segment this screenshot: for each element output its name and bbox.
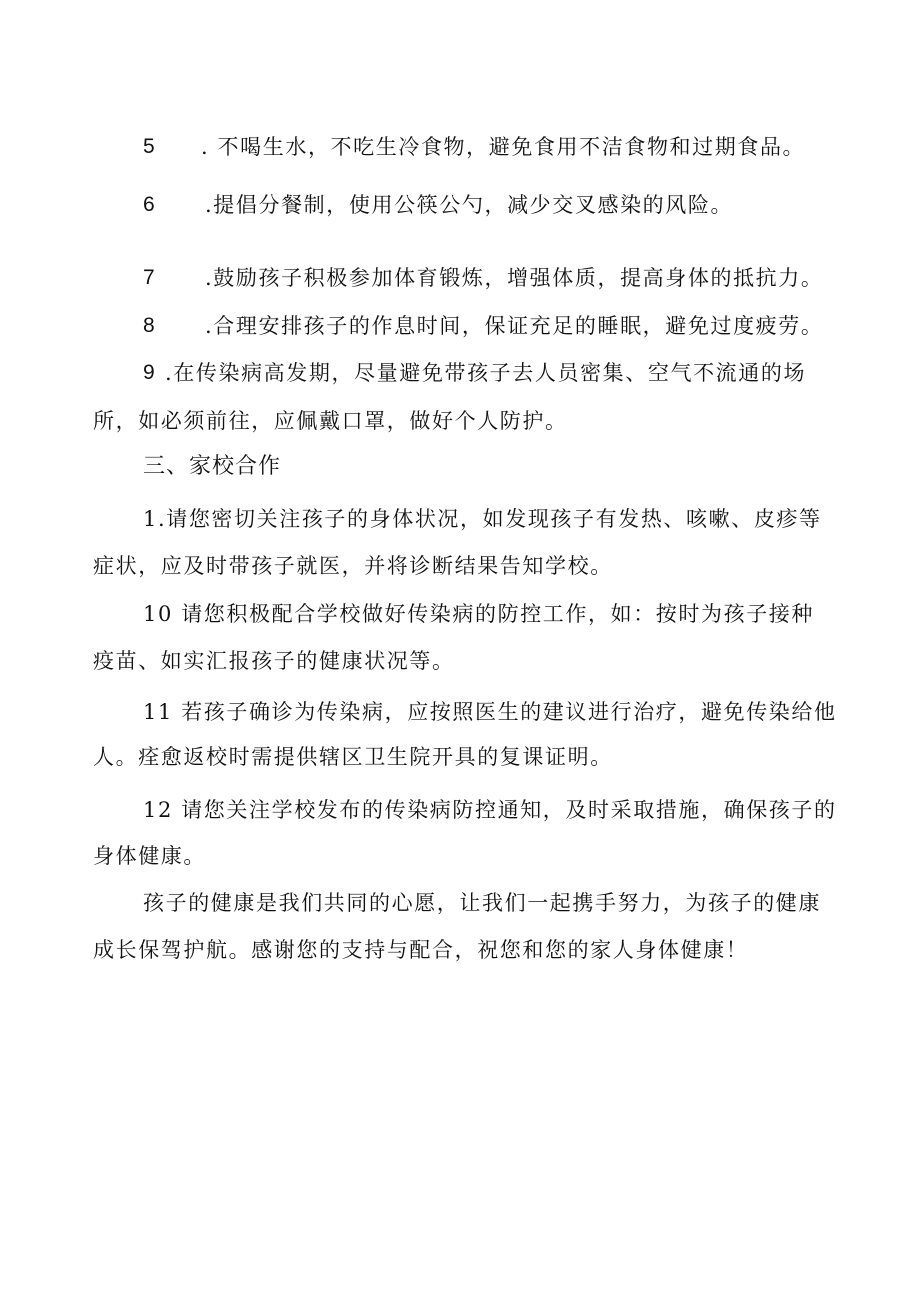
list-item-text: .合理安排孩子的作息时间，保证充足的睡眠，避免过度疲劳。 bbox=[205, 314, 824, 338]
list-item-number: 8 bbox=[143, 314, 157, 337]
closing-paragraph-line: 成长保驾护航。感谢您的支持与配合，祝您和您的家人身体健康！ bbox=[93, 938, 749, 962]
list-item-number: 5 bbox=[143, 135, 157, 158]
list-item bbox=[143, 190, 823, 220]
list-item bbox=[143, 263, 843, 293]
list-item bbox=[143, 358, 843, 388]
list-item bbox=[143, 132, 823, 162]
list-item-number: 7 bbox=[143, 266, 157, 289]
paragraph-line: 症状，应及时带孩子就医，并将诊断结果告知学校。 bbox=[93, 554, 613, 578]
list-item bbox=[143, 311, 843, 341]
list-item-number: 6 bbox=[143, 193, 157, 216]
list-item-continuation: 所，如必须前往，应佩戴口罩，做好个人防护。 bbox=[93, 409, 568, 433]
list-item-text: .在传染病高发期，尽量避免带孩子去人员密集、空气不流通的场 bbox=[165, 361, 807, 385]
paragraph-line: 10 请您积极配合学校做好传染病的防控工作，如：按时为孩子接种 bbox=[143, 602, 814, 626]
list-item-text: .提倡分餐制，使用公筷公勺，减少交叉感染的风险。 bbox=[205, 193, 734, 217]
paragraph-line: 人。痊愈返校时需提供辖区卫生院开具的复课证明。 bbox=[93, 745, 613, 769]
paragraph-line: 1.请您密切关注孩子的身体状况，如发现孩子有发热、咳嗽、皮疹等 bbox=[143, 507, 822, 531]
list-item-text: . 不喝生水，不吃生冷食物，避免食用不洁食物和过期食品。 bbox=[201, 135, 806, 159]
closing-paragraph-line: 孩子的健康是我们共同的心愿，让我们一起携手努力，为孩子的健康 bbox=[143, 891, 821, 915]
paragraph-line: 11 若孩子确诊为传染病，应按照医生的建议进行治疗，避免传染给他 bbox=[143, 700, 837, 724]
paragraph-line: 12 请您关注学校发布的传染病防控通知，及时采取措施，确保孩子的 bbox=[143, 798, 837, 822]
list-item-text: .鼓励孩子积极参加体育锻炼，增强体质，提高身体的抵抗力。 bbox=[205, 266, 824, 290]
section-heading: 三、家校合作 bbox=[143, 454, 282, 479]
paragraph-line: 身体健康。 bbox=[93, 844, 206, 868]
paragraph-line: 疫苗、如实汇报孩子的健康状况等。 bbox=[93, 649, 455, 673]
list-item-number: 9 bbox=[143, 361, 157, 384]
